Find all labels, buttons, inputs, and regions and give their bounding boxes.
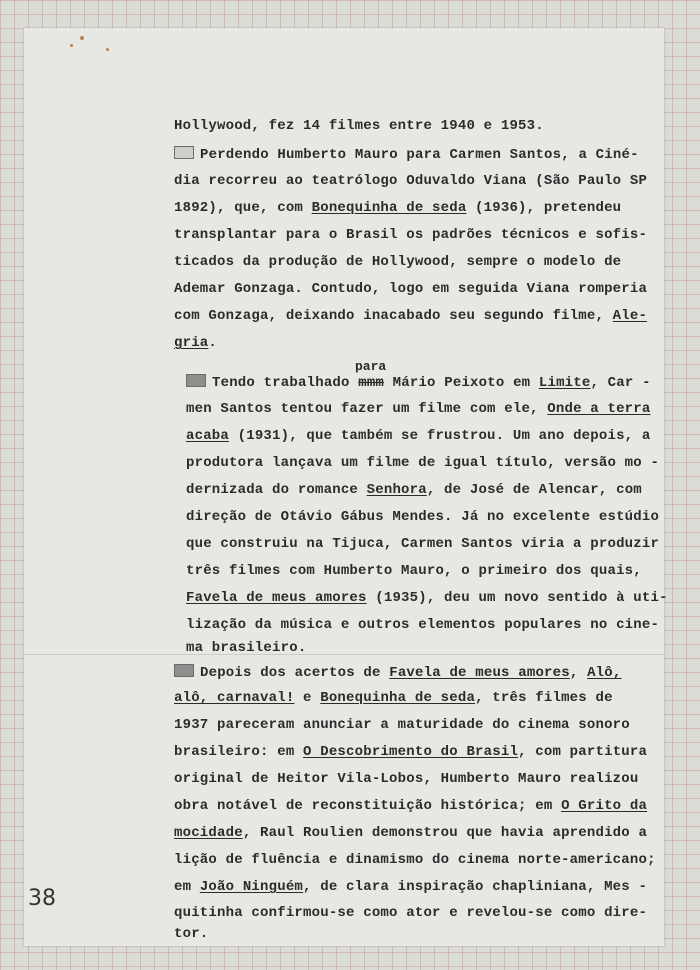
- text-line: dernizada do romance Senhora, de José de Alencar, com: [186, 482, 642, 498]
- text-line: acaba (1931), que também se frustrou. Um ano depois, a: [186, 428, 651, 444]
- film-title: Ale-: [612, 308, 648, 324]
- handwritten-insert: para: [355, 359, 387, 374]
- text-line: gria.: [174, 335, 218, 351]
- text-line: quitinha confirmou-se como ator e revelou-se como dire-: [174, 905, 648, 921]
- paper-stain: [70, 44, 73, 47]
- film-title: João Ninguém: [199, 879, 304, 895]
- text-line: ticados da produção de Hollywood, sempre o modelo de: [174, 254, 622, 270]
- text-line: 1937 pareceram anunciar a maturidade do cinema sonoro: [174, 717, 630, 733]
- text-line: lição de fluência e dinamismo do cinema norte-americano;: [174, 852, 656, 868]
- text-line: Ademar Gonzaga. Contudo, logo em seguida Viana romperia: [174, 281, 648, 297]
- film-title: Bonequinha de seda: [320, 690, 476, 706]
- film-title: Senhora: [366, 482, 427, 498]
- film-title: Favela de meus amores: [186, 590, 367, 606]
- text-line: original de Heitor Vila-Lobos, Humberto Mauro realizou: [174, 771, 639, 787]
- paragraph-mark: [174, 664, 194, 677]
- text-line: Favela de meus amores (1935), deu um novo sentido à uti-: [186, 590, 668, 606]
- text-line: dia recorreu ao teatrólogo Oduvaldo Viana (São Paulo SP: [174, 173, 648, 189]
- film-title: acaba: [186, 428, 230, 444]
- film-title: Bonequinha de seda: [311, 200, 467, 216]
- film-title: alô, carnaval!: [174, 690, 295, 706]
- text-line: ma brasileiro.: [186, 640, 307, 656]
- text-line: Depois dos acertos de Favela de meus amores, Alô,: [174, 664, 621, 681]
- film-title: Favela de meus amores: [389, 665, 570, 681]
- text-line: que construiu na Tijuca, Carmen Santos viria a produzir: [186, 536, 660, 552]
- text-line: mocidade, Raul Roulien demonstrou que havia aprendido a: [174, 825, 648, 841]
- text-line: Hollywood, fez 14 filmes entre 1940 e 1953.: [174, 118, 544, 134]
- text-line: 1892), que, com Bonequinha de seda (1936), pretendeu: [174, 200, 622, 216]
- paper-stain: [106, 48, 109, 51]
- text-line: alô, carnaval! e Bonequinha de seda, três filmes de: [174, 690, 613, 706]
- film-title: O Grito da: [561, 798, 648, 814]
- page-number: 38: [28, 886, 56, 911]
- text-line: Perdendo Humberto Mauro para Carmen Santos, a Ciné-: [174, 146, 639, 163]
- text-line: tor.: [174, 926, 209, 942]
- text-line: men Santos tentou fazer um filme com ele, Onde a terra: [186, 401, 651, 417]
- film-title: Limite: [538, 375, 591, 391]
- film-title: Alô,: [587, 665, 622, 681]
- paragraph-mark: [174, 146, 194, 159]
- typewritten-page: [24, 28, 668, 946]
- film-title: Onde a terra: [547, 401, 651, 417]
- film-title: mocidade: [174, 825, 243, 841]
- film-title: gria: [174, 335, 209, 351]
- paragraph-mark: [186, 374, 206, 387]
- text-line: três filmes com Humberto Mauro, o primeiro dos quais,: [186, 563, 642, 579]
- film-title: O Descobrimento do Brasil: [303, 744, 519, 760]
- text-line: transplantar para o Brasil os padrões técnicos e sofis-: [174, 227, 648, 243]
- text-line: com Gonzaga, deixando inacabado seu segundo filme, Ale-: [174, 308, 648, 324]
- text-line: Tendo trabalhado mmm Mário Peixoto em Limite, Car -: [186, 374, 651, 391]
- text-line: brasileiro: em O Descobrimento do Brasil, com partitura: [174, 744, 648, 760]
- text-line: produtora lançava um filme de igual título, versão mo -: [186, 455, 660, 471]
- struck-text: mmm: [358, 375, 385, 391]
- paper-stain: [80, 36, 84, 40]
- text-line: direção de Otávio Gábus Mendes. Já no excelente estúdio: [186, 509, 660, 525]
- text-line: obra notável de reconstituição histórica; em O Grito da: [174, 798, 648, 814]
- text-line: em João Ninguém, de clara inspiração chapliniana, Mes -: [174, 879, 648, 895]
- text-line: lização da música e outros elementos populares no cine-: [186, 617, 660, 633]
- page-fold-line: [24, 654, 664, 655]
